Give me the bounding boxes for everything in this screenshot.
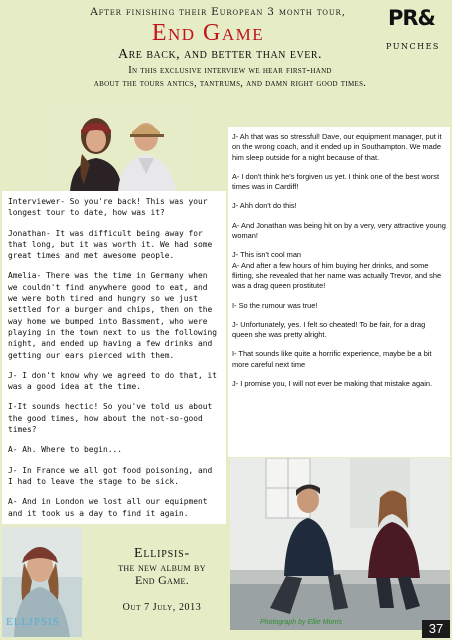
interview-paragraph: J- Ahh don't do this! [232, 201, 297, 211]
interview-paragraph: J- Unfortunately, yes. I felt so cheated! To be fair, for a drag queen she was pretty alright. [232, 319, 426, 340]
interview-paragraph: Interviewer- So you're back! This was your longest tour to date, how was it? [8, 197, 208, 218]
interview-paragraph: J- Ah that was so stressful! Dave, our equipment manager, put it on the wrong coach, and it ended up in Southampton. We made him sleep outside for a night because of that. [232, 132, 442, 162]
header-subtitle-line-1: In this exclusive interview we hear first-hand [128, 65, 332, 76]
header-subtitle-line-2: about the tours antics, tantrums, and damn right good times. [93, 78, 367, 89]
interview-paragraph: A- Ah. Where to begin... [8, 445, 123, 455]
band-photo-bottom [230, 458, 450, 630]
photo-credit: Photograph by Ellie Morris [260, 619, 343, 626]
page-number: 37 [422, 620, 450, 638]
header-tagline: Are back, and better than ever. [118, 47, 322, 62]
interview-paragraph: I- So the rumour was true! [232, 300, 318, 310]
interview-paragraph: J- This isn't cool man A- And after a few hours of him buying her drinks, and some flirting, she revealed that her name was actually Trevor, and she was a drag queen prostitute! [232, 250, 442, 291]
interview-column-right [228, 127, 450, 457]
interview-paragraph: A- And Jonathan was being hit on by a very, very attractive young woman! [232, 220, 446, 241]
header-subtitle [40, 64, 420, 90]
logo-wordmark: PUNCHES [386, 42, 440, 51]
album-announcement [92, 546, 232, 587]
band-photo-top [48, 104, 188, 192]
interview-paragraph: I-It sounds hectic! So you've told us about the good times, how about the not-so-good times? [8, 402, 213, 435]
interview-paragraph: A- And in London we lost all our equipment and it took us a day to find it again. [8, 497, 208, 518]
logo-mark: PR& [388, 6, 435, 30]
interview-paragraph: Jonathan- It was difficult being away for that long, but it was worth it. We had some great times and met awesome people. [8, 228, 213, 261]
interview-paragraph: J- I promise you, I will not ever be making that mistake again. [232, 379, 433, 389]
interview-paragraph: J- In France we all got food poisoning, and I had to leave the stage to be sick. [8, 465, 213, 486]
header-intro: After finishing their European 3 month tour, [90, 6, 346, 18]
album-line-2: the new album by [118, 560, 206, 574]
album-release-date: Out 7 July, 2013 [122, 602, 202, 613]
interview-column-left [2, 191, 226, 524]
interview-paragraph: A- I don't think he's forgiven us yet. I think one of the best worst times was in Cardiff! [232, 171, 439, 192]
album-title: Ellipsis- [134, 546, 190, 561]
album-cover-label: ELLIPSIS [6, 616, 60, 628]
album-line-3: End Game. [134, 573, 190, 587]
interview-paragraph: Amelia- There was the time in Germany when we couldn't find anywhere good to eat, and we were both tired and hungry so we just settled for a burger and chips, then on the way home we bumped into Bassment, who were playing in the town next to us the following night, and ended up having a few drinks and getting our ears pierced with them. [8, 271, 218, 360]
interview-paragraph: I- That sounds like quite a horrific experience, maybe be a bit more careful next time [232, 349, 432, 369]
magazine-logo [384, 4, 446, 58]
article-title: End Game [151, 20, 265, 46]
interview-paragraph: J- I don't know why we agreed to do that, it was a good idea at the time. [8, 370, 218, 392]
